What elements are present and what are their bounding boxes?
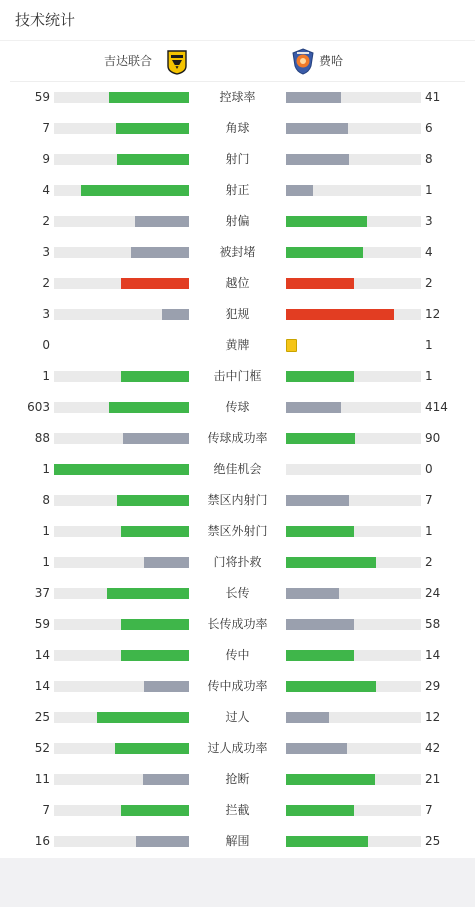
home-stat-bar (54, 371, 189, 382)
stat-row (0, 392, 475, 423)
home-stat-value: 16 (34, 834, 50, 848)
away-stat-value: 24 (425, 586, 441, 600)
away-stat-value: 7 (425, 493, 433, 507)
away-stat-bar-fill (286, 278, 354, 289)
home-stat-bar (54, 836, 189, 847)
home-stat-bar-fill (144, 681, 189, 692)
stat-row (0, 795, 475, 826)
away-stat-value: 6 (425, 121, 433, 135)
home-stat-bar (54, 588, 189, 599)
stat-label: 射正 (225, 183, 250, 197)
stat-row (0, 330, 475, 361)
home-stat-bar (54, 309, 189, 320)
home-stat-value: 8 (42, 493, 50, 507)
stat-label: 传球 (225, 400, 250, 414)
home-stat-bar (54, 557, 189, 568)
home-team-logo-icon[interactable] (166, 49, 188, 75)
home-stat-value: 88 (34, 431, 50, 445)
away-stat-bar-fill (286, 743, 347, 754)
away-stat-bar (286, 92, 421, 103)
away-stat-bar (286, 216, 421, 227)
stat-label: 禁区内射门 (207, 493, 268, 507)
home-stat-bar (54, 681, 189, 692)
home-stat-value: 1 (42, 555, 50, 569)
away-stat-bar (286, 681, 421, 692)
stat-row (0, 423, 475, 454)
home-stat-bar (54, 123, 189, 134)
away-stat-bar-fill (286, 371, 354, 382)
away-stat-bar-fill (286, 836, 368, 847)
stat-row (0, 299, 475, 330)
away-stat-bar-fill (286, 402, 341, 413)
stat-label: 射门 (225, 152, 250, 166)
stat-label: 射偏 (225, 214, 250, 228)
away-stat-bar (286, 650, 421, 661)
home-stat-bar (54, 805, 189, 816)
away-stat-bar-fill (286, 123, 348, 134)
stat-label: 长传成功率 (207, 617, 268, 631)
home-stat-bar (54, 650, 189, 661)
stat-row (0, 516, 475, 547)
home-stat-bar (54, 92, 189, 103)
away-team-name[interactable]: 费哈 (319, 54, 344, 68)
home-stat-bar (54, 216, 189, 227)
home-stat-bar (54, 526, 189, 537)
home-stat-value: 1 (42, 369, 50, 383)
home-stat-bar-fill (143, 774, 189, 785)
away-stat-bar (286, 464, 421, 475)
away-stat-value: 90 (425, 431, 441, 445)
home-stat-value: 4 (42, 183, 50, 197)
away-stat-value: 1 (425, 524, 433, 538)
away-stat-bar (286, 278, 421, 289)
home-stat-bar (54, 154, 189, 165)
away-stat-bar (286, 774, 421, 785)
away-stat-bar-fill (286, 712, 329, 723)
home-stat-bar-fill (121, 805, 189, 816)
away-stat-value: 21 (425, 772, 441, 786)
home-stat-bar-fill (121, 526, 189, 537)
away-stat-value: 8 (425, 152, 433, 166)
home-stat-value: 1 (42, 462, 50, 476)
away-stat-value: 1 (425, 369, 433, 383)
stat-row (0, 764, 475, 795)
home-stat-bar-fill (121, 650, 189, 661)
home-stat-bar-fill (107, 588, 189, 599)
home-stat-value: 14 (34, 679, 50, 693)
away-stat-value: 41 (425, 90, 441, 104)
home-stat-bar (54, 743, 189, 754)
home-stat-bar-fill (121, 371, 189, 382)
away-stat-bar (286, 619, 421, 630)
home-stat-value: 9 (42, 152, 50, 166)
away-stat-bar-fill (286, 619, 354, 630)
stat-label: 绝佳机会 (213, 462, 262, 476)
away-stat-bar (286, 371, 421, 382)
home-stat-bar-fill (115, 743, 189, 754)
away-stat-bar (286, 805, 421, 816)
stat-row (0, 82, 475, 113)
home-stat-value: 2 (42, 214, 50, 228)
home-stat-bar (54, 185, 189, 196)
stat-label: 被封堵 (219, 245, 256, 259)
stat-row (0, 206, 475, 237)
stat-row (0, 578, 475, 609)
home-stat-bar-fill (81, 185, 189, 196)
stat-row (0, 826, 475, 857)
away-stat-bar (286, 557, 421, 568)
away-stat-value: 414 (425, 400, 448, 414)
home-stat-bar-fill (131, 247, 189, 258)
away-stat-value: 29 (425, 679, 441, 693)
away-stat-value: 3 (425, 214, 433, 228)
away-stat-bar-fill (286, 154, 349, 165)
home-stat-bar-fill (109, 402, 189, 413)
home-stat-bar-fill (162, 309, 189, 320)
home-stat-value: 603 (27, 400, 50, 414)
away-stat-bar (286, 309, 421, 320)
away-stat-bar (286, 526, 421, 537)
home-stat-bar (54, 433, 189, 444)
stat-row (0, 144, 475, 175)
stat-row (0, 609, 475, 640)
stat-row (0, 640, 475, 671)
home-stat-bar (54, 278, 189, 289)
away-stat-bar (286, 433, 421, 444)
stat-label: 解围 (225, 834, 250, 848)
home-stat-value: 2 (42, 276, 50, 290)
home-stat-bar-fill (135, 216, 189, 227)
away-stat-bar (286, 588, 421, 599)
home-stat-bar-fill (54, 464, 189, 475)
home-stat-bar-fill (116, 123, 189, 134)
yellow-card-icon (286, 339, 297, 352)
stat-label: 控球率 (219, 90, 256, 104)
home-stat-value: 59 (34, 617, 50, 631)
away-stat-value: 2 (425, 555, 433, 569)
stat-label: 犯规 (225, 307, 250, 321)
away-stat-value: 25 (425, 834, 441, 848)
away-stat-bar-fill (286, 216, 367, 227)
home-stat-bar-fill (117, 154, 189, 165)
home-stat-bar (54, 402, 189, 413)
home-stat-value: 59 (34, 90, 50, 104)
home-stat-bar-fill (109, 92, 189, 103)
stat-label: 门将扑救 (213, 555, 262, 569)
away-stat-value: 42 (425, 741, 441, 755)
stat-label: 长传 (225, 586, 250, 600)
away-stat-bar (286, 495, 421, 506)
stat-row (0, 268, 475, 299)
teams-header (10, 41, 465, 82)
away-stat-bar-fill (286, 805, 354, 816)
home-stat-value: 1 (42, 524, 50, 538)
away-stat-value: 14 (425, 648, 441, 662)
away-stat-bar-fill (286, 588, 339, 599)
away-stat-value: 4 (425, 245, 433, 259)
home-stat-bar-fill (121, 619, 189, 630)
away-stat-value: 12 (425, 710, 441, 724)
home-stat-value: 7 (42, 121, 50, 135)
home-stat-value: 37 (34, 586, 50, 600)
home-stat-bar-fill (97, 712, 189, 723)
stat-row (0, 361, 475, 392)
stat-row (0, 175, 475, 206)
away-stat-bar (286, 402, 421, 413)
home-stat-value: 3 (42, 307, 50, 321)
away-stat-value: 12 (425, 307, 441, 321)
stat-label: 传中 (225, 648, 250, 662)
home-stat-value: 52 (34, 741, 50, 755)
away-stat-bar-fill (286, 526, 354, 537)
home-stat-value: 25 (34, 710, 50, 724)
away-stat-bar-fill (286, 247, 363, 258)
stat-row (0, 547, 475, 578)
away-stat-bar-fill (286, 650, 354, 661)
away-stat-value: 1 (425, 183, 433, 197)
away-stat-value: 7 (425, 803, 433, 817)
home-stat-value: 14 (34, 648, 50, 662)
home-stat-value: 3 (42, 245, 50, 259)
home-stat-bar (54, 247, 189, 258)
stat-row (0, 237, 475, 268)
stat-row (0, 485, 475, 516)
stat-label: 抢断 (225, 772, 250, 786)
away-stat-bar-fill (286, 557, 376, 568)
away-stat-bar (286, 743, 421, 754)
away-stat-value: 0 (425, 462, 433, 476)
away-stat-bar (286, 185, 421, 196)
stat-row (0, 702, 475, 733)
home-stat-bar-fill (117, 495, 189, 506)
stat-label: 击中门框 (213, 369, 262, 383)
away-stat-bar (286, 712, 421, 723)
home-stat-bar (54, 495, 189, 506)
stat-label: 过人 (225, 710, 250, 724)
away-stat-bar-fill (286, 774, 375, 785)
stat-label: 传中成功率 (207, 679, 268, 693)
away-stat-bar-fill (286, 433, 355, 444)
away-stat-bar-fill (286, 495, 349, 506)
home-team-name[interactable]: 吉达联合 (103, 54, 152, 68)
away-stat-bar (286, 123, 421, 134)
home-stat-bar (54, 464, 189, 475)
away-stat-bar-fill (286, 309, 394, 320)
stat-label: 黄牌 (225, 338, 250, 352)
home-stat-bar-fill (144, 557, 189, 568)
away-stat-bar-fill (286, 681, 376, 692)
home-stat-value: 11 (34, 772, 50, 786)
away-stat-bar-fill (286, 185, 313, 196)
stat-label: 过人成功率 (207, 741, 268, 755)
home-stat-bar-fill (136, 836, 189, 847)
stat-row (0, 733, 475, 764)
stat-label: 越位 (225, 276, 250, 290)
section-title: 技术统计 (0, 0, 475, 41)
home-stat-bar-fill (123, 433, 189, 444)
home-stat-bar-fill (121, 278, 189, 289)
home-stat-bar (54, 774, 189, 785)
stats-list (0, 82, 475, 857)
stat-label: 禁区外射门 (207, 524, 268, 538)
away-stat-value: 58 (425, 617, 441, 631)
home-stat-bar (54, 619, 189, 630)
stat-row (0, 671, 475, 702)
away-stat-value: 1 (425, 338, 433, 352)
stat-row (0, 113, 475, 144)
away-stat-bar (286, 836, 421, 847)
home-stat-value: 7 (42, 803, 50, 817)
stat-label: 传球成功率 (207, 431, 268, 445)
away-stat-bar-fill (286, 92, 341, 103)
away-stat-bar (286, 154, 421, 165)
away-stat-value: 2 (425, 276, 433, 290)
stat-label: 拦截 (225, 803, 250, 817)
away-stat-bar (286, 247, 421, 258)
away-team-logo-icon[interactable] (291, 48, 315, 75)
stat-row (0, 454, 475, 485)
stat-label: 角球 (225, 121, 250, 135)
home-stat-bar (54, 712, 189, 723)
home-stat-value: 0 (42, 338, 50, 352)
